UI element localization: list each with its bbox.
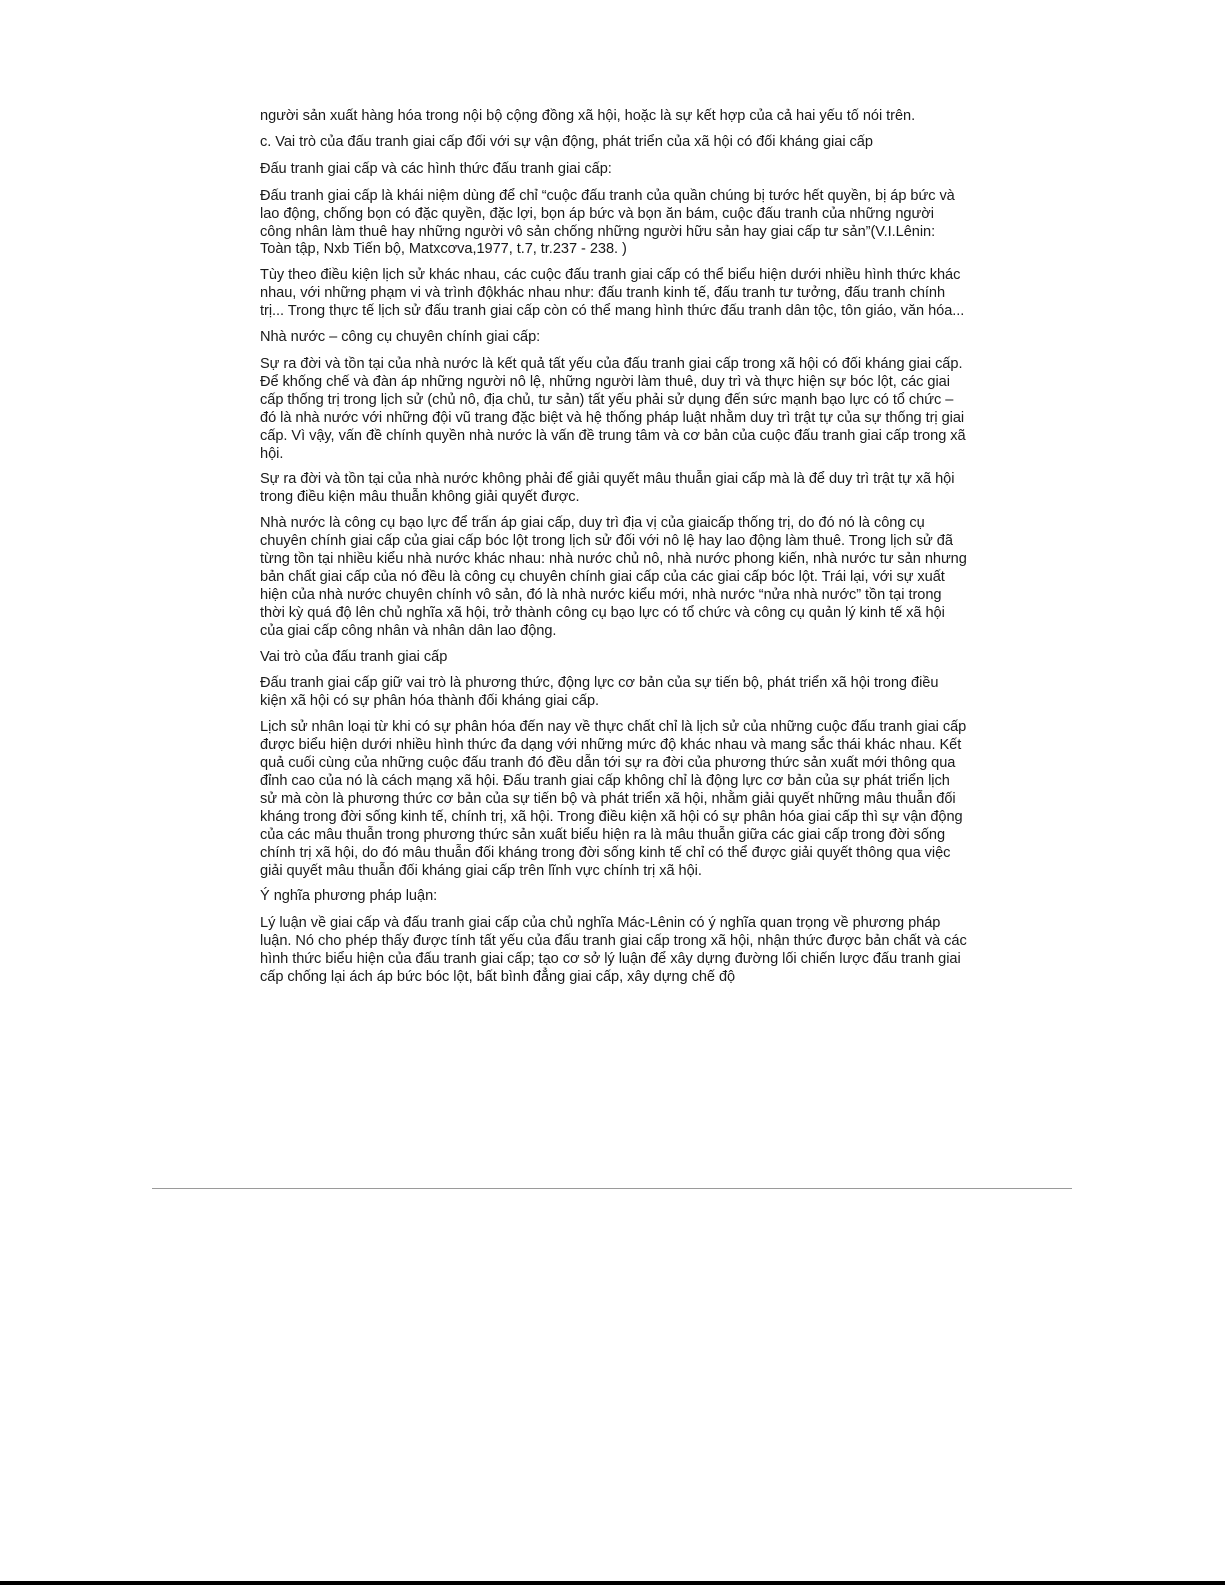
page-bottom-border bbox=[0, 1581, 1225, 1585]
paragraph-state-tool: Nhà nước là công cụ bạo lực để trấn áp giai cấp, duy trì địa vị của giaicấp thống trị, do đó nó là công cụ chuyên chính giai cấp của giai cấp bóc lột trong lịch sử đối với nô lệ hay lao động làm thuê. Trong lịch sử đã từng tồn tại nhiều kiểu nhà nước khác nhau: nhà nước chủ nô, nhà nước phong kiến, nhà nước tư sản nhưng bản chất giai cấp của nó đều là công cụ chuyên chính giai cấp của các giai cấp bóc lột. Trái lại, với sự xuất hiện của nhà nước chuyên chính vô sản, đó là nhà nước kiểu mới, nhà nước “nửa nhà nước” tồn tại trong thời kỳ quá độ lên chủ nghĩa xã hội, trở thành công cụ bạo lực có tổ chức và công cụ quản lý kinh tế xã hội của giai cấp công nhân và nhân dân lao động. bbox=[260, 515, 967, 639]
subheading-class-struggle-forms: Đấu tranh giai cấp và các hình thức đấu tranh giai cấp: bbox=[260, 160, 612, 177]
document-page-content bbox=[260, 108, 968, 995]
subheading-state: Nhà nước – công cụ chuyên chính giai cấp: bbox=[260, 329, 541, 346]
paragraph-class-struggle-definition: Đấu tranh giai cấp là khái niệm dùng để chỉ “cuộc đấu tranh của quần chúng bị tước hết quyền, bị áp bức và lao động, chống bọn có đặc quyền, đặc lợi, bọn áp bức và bọn ăn bám, cuộc đấu tranh của những người công nhân làm thuê hay những người vô sản chống những người hữu sản hay giai cấp tư sản”(V.I.Lênin: Toàn tập, Nxb Tiến bộ, Matxcơva,1977, t.7, tr.237 - 238. ) bbox=[260, 187, 955, 258]
section-heading-c: c. Vai trò của đấu tranh giai cấp đối với sự vận động, phát triển của xã hội có đối kháng giai cấp bbox=[260, 133, 873, 150]
paragraph-continuation: người sản xuất hàng hóa trong nội bộ cộng đồng xã hội, hoặc là sự kết hợp của cả hai yếu tố nói trên. bbox=[260, 108, 916, 124]
paragraph-role-summary: Đấu tranh giai cấp giữ vai trò là phương thức, động lực cơ bản của sự tiến bộ, phát triển xã hội trong điều kiện xã hội có sự phân hóa thành đối kháng giai cấp. bbox=[260, 675, 939, 710]
page-divider bbox=[152, 1188, 1072, 1189]
paragraph-methodology: Lý luận về giai cấp và đấu tranh giai cấp của chủ nghĩa Mác-Lênin có ý nghĩa quan trọng về phương pháp luận. Nó cho phép thấy được tính tất yếu của đấu tranh giai cấp trong xã hội, nhận thức được bản chất và các hình thức biểu hiện của đấu tranh giai cấp; tạo cơ sở lý luận để xây dựng đường lối chiến lược đấu tranh giai cấp chống lại ách áp bức bóc lột, bất bình đẳng giai cấp, xây dựng chế độ bbox=[260, 915, 967, 986]
paragraph-struggle-forms: Tùy theo điều kiện lịch sử khác nhau, các cuộc đấu tranh giai cấp có thể biểu hiện dưới nhiều hình thức khác nhau, với những phạm vi và trình độkhác nhau như: đấu tranh kinh tế, đấu tranh tư tưởng, đấu tranh chính trị... Trong thực tế lịch sử đấu tranh giai cấp còn có thể mang hình thức đấu tranh dân tộc, tôn giáo, văn hóa... bbox=[260, 267, 965, 320]
paragraph-state-purpose: Sự ra đời và tồn tại của nhà nước không phải để giải quyết mâu thuẫn giai cấp mà là để duy trì trật tự xã hội trong điều kiện mâu thuẫn không giải quyết được. bbox=[260, 471, 955, 506]
subheading-methodology: Ý nghĩa phương pháp luận: bbox=[260, 888, 438, 905]
paragraph-human-history: Lịch sử nhân loại từ khi có sự phân hóa đến nay về thực chất chỉ là lịch sử của những cuộc đấu tranh giai cấp được biểu hiện dưới nhiều hình thức đa dạng với những mức độ khác nhau và mang sắc thái khác nhau. Kết quả cuối cùng của những cuộc đấu tranh đó đều dẫn tới sự ra đời của phương thức sản xuất mới thông qua đỉnh cao của nó là cách mạng xã hội. Đấu tranh giai cấp không chỉ là động lực cơ bản của sự phát triển lịch sử mà còn là phương thức cơ bản của sự tiến bộ và phát triển xã hội, nhằm giải quyết những mâu thuẫn đối kháng trong đời sống kinh tế, chính trị, xã hội. Trong điều kiện xã hội có sự phân hóa giai cấp thì sự vận động của các mâu thuẫn trong phương thức sản xuất biểu hiện ra là mâu thuẫn giữa các giai cấp trong đời sống chính trị xã hội, do đó mâu thuẫn đối kháng trong đời sống kinh tế chỉ có thể được giải quyết thông qua việc giải quyết mâu thuẫn đối kháng giai cấp trên lĩnh vực chính trị xã hội. bbox=[260, 719, 967, 879]
subheading-role-of-struggle: Vai trò của đấu tranh giai cấp bbox=[260, 648, 448, 665]
paragraph-state-origin: Sự ra đời và tồn tại của nhà nước là kết quả tất yếu của đấu tranh giai cấp trong xã hội có đối kháng giai cấp. Để khống chế và đàn áp những người nô lệ, những người làm thuê, duy trì và thực hiện sự bóc lột, các giai cấp thống trị trong lịch sử (chủ nô, địa chủ, tư sản) tất yếu phải sử dụng đến sức mạnh bạo lực có tổ chức – đó là nhà nước với những đội vũ trang đặc biệt và hệ thống pháp luật nhằm duy trì trật tự của sự thống trị giai cấp. Vì vậy, vấn đề chính quyền nhà nước là vấn đề trung tâm và cơ bản của cuộc đấu tranh giai cấp trong xã hội. bbox=[260, 355, 966, 462]
